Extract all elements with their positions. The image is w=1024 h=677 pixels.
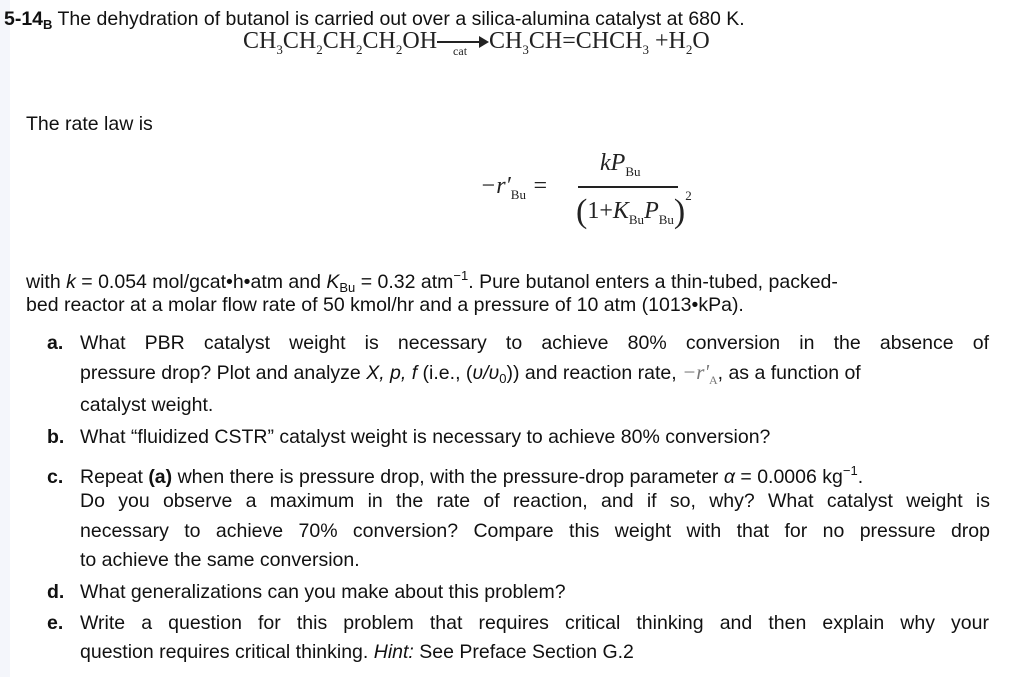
question-c-label: c. bbox=[47, 466, 64, 488]
question-b-label: b. bbox=[47, 426, 65, 448]
rate-law-label: The rate law is bbox=[26, 113, 153, 135]
rate-lhs: $-r'_{Bu}$ = bbox=[480, 173, 549, 202]
question-a-label: a. bbox=[47, 332, 64, 354]
parameters-line-2: bed reactor at a molar flow rate of 50 kmol/hr and a pressure of 10 atm (1013•kPa). bbox=[26, 294, 744, 316]
question-c: c. Repeat (a) when there is pressure drop, with the pressure-drop parameter α = 0.0006 $kg^{-1}$. bbox=[47, 463, 864, 488]
rate-law-equation bbox=[480, 148, 692, 238]
products: $CH_3CH=CHCH_3 +H_2O$ bbox=[489, 28, 710, 57]
question-d-label: d. bbox=[47, 581, 65, 603]
rate-denominator: $(1+K_{Bu}P_{Bu})^2$ bbox=[576, 188, 692, 230]
reactant: $CH_3CH_2CH_2CH_2OH$ bbox=[243, 28, 438, 57]
question-d: d. What generalizations can you make about this problem? bbox=[47, 581, 566, 603]
question-a: a. What PBR catalyst weight is necessary to achieve 80% conversion in the absence of bbox=[47, 332, 989, 354]
problem-number: $5-14_B$ bbox=[4, 8, 53, 32]
question-c-line-2: Do you observe a maximum in the rate of reaction, and if so, why? What catalyst weight is bbox=[80, 490, 990, 512]
rate-numerator: $kP_{Bu}$ bbox=[600, 150, 641, 179]
problem-intro: The dehydration of butanol is carried out over a silica-alumina catalyst at 680 K. bbox=[57, 8, 745, 30]
question-a-line-2: pressure drop? Plot and analyze X, p, f (i.e., $(\upsilon/\upsilon_0)$) and reaction rate, $-r'_A$, as a function of bbox=[80, 360, 861, 388]
parameters-line-1: with k = 0.054 mol/gcat•h•atm and $K_{Bu} = 0.32$ atm$^{-1}$. Pure butanol enters a thin-tubed, packed- bbox=[26, 268, 838, 295]
reaction-equation bbox=[243, 28, 710, 58]
question-a-line-3: catalyst weight. bbox=[80, 394, 214, 416]
question-c-line-4: to achieve the same conversion. bbox=[80, 549, 360, 571]
question-e-line-2: question requires critical thinking. Hint: See Preface Section G.2 bbox=[80, 641, 634, 663]
question-e: e. Write a question for this problem that requires critical thinking and then explain why your bbox=[47, 612, 989, 634]
question-c-line-3: necessary to achieve 70% conversion? Compare this weight with that for no pressure drop bbox=[80, 520, 990, 542]
question-e-label: e. bbox=[47, 612, 64, 634]
reaction-arrow-icon bbox=[437, 30, 489, 59]
catalyst-label: cat bbox=[453, 44, 468, 59]
question-b: b. What “fluidized CSTR” catalyst weight is necessary to achieve 80% conversion? bbox=[47, 426, 771, 448]
